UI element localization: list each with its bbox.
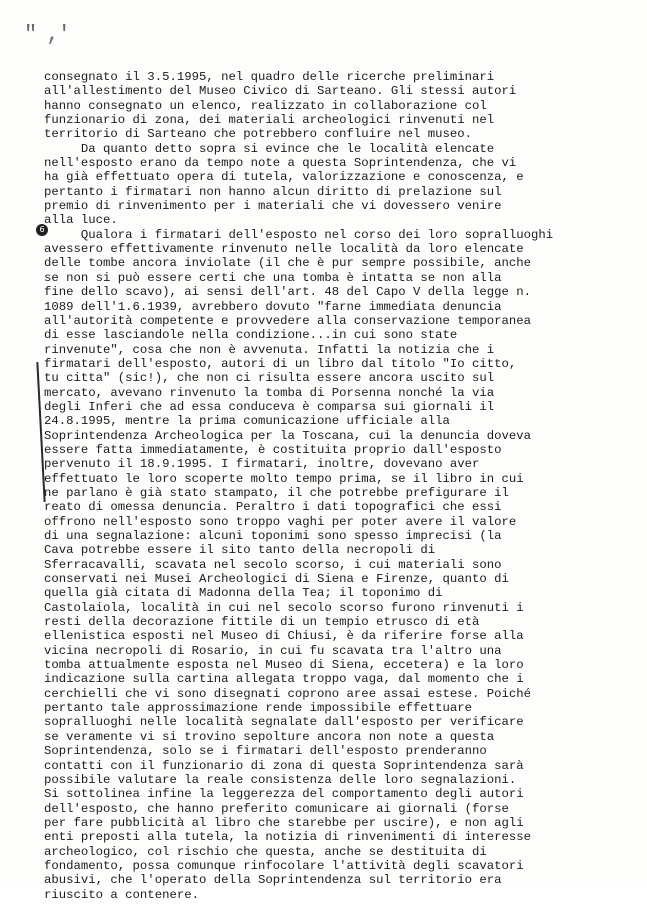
text-line: hanno consegnato un elenco, realizzato in collaborazione col bbox=[44, 98, 487, 113]
text-line: contatti con il funzionario di zona di questa Soprintendenza sarà bbox=[44, 758, 524, 773]
text-line: premio di rinvenimento per i materiali che vi dovessero venire bbox=[44, 199, 502, 214]
margin-circled-number: 6 bbox=[36, 224, 48, 236]
text-line: tu citta" (sic!), che non ci risulta essere ancora uscito sul bbox=[44, 371, 495, 386]
text-line: degli Inferi che ad essa conduceva è comparsa sui giornali il bbox=[44, 399, 495, 414]
text-line: nell'esposto erano da tempo note a questa Soprintendenza, che vi bbox=[44, 156, 517, 171]
text-line: ellenistica esposti nel Museo di Chiusi, è da riferire forse alla bbox=[44, 629, 524, 644]
text-line: archeologico, col rischio che questa, anche se destituita di bbox=[44, 844, 487, 859]
text-line: possibile valutare la reale consistenza delle loro segnalazioni. bbox=[44, 772, 517, 787]
text-line: cerchielli che vi sono disegnati coprono aree assai estese. Poiché bbox=[44, 686, 532, 701]
text-line: Sferracavalli, scavata nel secolo scorso, i cui materiali sono bbox=[44, 557, 502, 572]
text-line: Si sottolinea infine la leggerezza del comportamento degli autori bbox=[44, 787, 524, 802]
text-line: pervenuto il 18.9.1995. I firmatari, inoltre, dovevano aver bbox=[44, 457, 480, 472]
typewritten-body bbox=[44, 70, 634, 916]
text-line: effettuato le loro scoperte molto tempo prima, se il libro in cui bbox=[44, 471, 524, 486]
text-line: reato di omessa denuncia. Peraltro i dati topografici che essi bbox=[44, 500, 502, 515]
text-line: territorio di Sarteano che potrebbero confluire nel museo. bbox=[44, 127, 473, 142]
text-line: per fare pubblicità al libro che starebbe per uscire), e non agli bbox=[44, 815, 524, 830]
text-line: vicina necropoli di Rosario, in cui fu scavata tra l'altro una bbox=[44, 643, 502, 658]
text-line: dell'esposto, che hanno preferito comunicare ai giornali (forse bbox=[44, 801, 509, 816]
text-line bbox=[44, 902, 634, 916]
corner-pen-mark: " ,' bbox=[24, 22, 69, 47]
text-line: rinvenute", cosa che non è avvenuta. Infatti la notizia che i bbox=[44, 342, 495, 357]
text-line: funzionario di zona, dei materiali archeologici rinvenuti nel bbox=[44, 113, 495, 128]
text-line: se non si può essere certi che una tomba è intatta se non alla bbox=[44, 270, 502, 285]
text-line: Castolaiola, località in cui nel secolo scorso furono rinvenuti i bbox=[44, 600, 524, 615]
text-line: 1089 dell'1.6.1939, avrebbero dovuto "farne immediata denuncia bbox=[44, 299, 502, 314]
text-line: se veramente vi si trovino sepolture ancora non note a questa bbox=[44, 729, 495, 744]
text-line: ne parlano è già stato stampato, il che potrebbe prefigurare il bbox=[44, 485, 509, 500]
text-line: quella già citata di Madonna della Tea; il toponimo di bbox=[44, 586, 443, 601]
text-line: di una segnalazione: alcuni toponimi sono spesso imprecisi (la bbox=[44, 529, 502, 543]
text-line: mercato, avevano rinvenuto la tomba di Porsenna nonché la via bbox=[44, 385, 495, 400]
text-line: alla luce. bbox=[44, 213, 118, 228]
text-line: consegnato il 3.5.1995, nel quadro delle ricerche preliminari bbox=[44, 70, 495, 84]
text-line: pertanto i firmatari non hanno alcun diritto di prelazione sul bbox=[44, 184, 502, 199]
text-line: firmatari dell'esposto, autori di un libro dal titolo "Io citto, bbox=[44, 356, 517, 371]
text-line: avessero effettivamente rinvenuto nelle località da loro elencate bbox=[44, 242, 524, 257]
text-line: Qualora i firmatari dell'esposto nel corso dei loro sopralluoghi bbox=[44, 227, 554, 242]
text-line: 24.8.1995, mentre la prima comunicazione ufficiale alla bbox=[44, 414, 450, 429]
text-line: Soprintendenza Archeologica per la Toscana, cui la denuncia doveva bbox=[44, 428, 532, 443]
text-line: pertanto tale approssimazione rende impossibile effettuare bbox=[44, 701, 473, 716]
text-line: fondamento, possa comunque rinfocolare l'attività degli scavatori bbox=[44, 858, 524, 873]
text-line: sopralluoghi nelle località segnalate dall'esposto per verificare bbox=[44, 715, 524, 730]
text-line: di esse lasciandole nella condizione...in cui sono state bbox=[44, 328, 458, 343]
text-line: fine dello scavo), ai sensi dell'art. 48 del Capo V della legge n. bbox=[44, 285, 532, 300]
text-line: conservati nei Musei Archeologici di Siena e Firenze, quanto di bbox=[44, 572, 509, 587]
text-line: ha già effettuato opera di tutela, valorizzazione e conoscenza, e bbox=[44, 170, 524, 185]
text-line: essere fatta immediatamente, è costituita proprio dall'esposto bbox=[44, 442, 502, 457]
text-line: delle tombe ancora inviolate (il che è pur sempre possibile, anche bbox=[44, 256, 532, 271]
text-line: enti preposti alla tutela, la notizia di rinvenimenti di interesse bbox=[44, 830, 532, 845]
text-line: Soprintendenza, solo se i firmatari dell'esposto prenderanno bbox=[44, 744, 487, 759]
text-line: abusivi, che l'operato della Soprintendenza sul territorio era bbox=[44, 873, 502, 888]
text-line: Da quanto detto sopra si evince che le località elencate bbox=[44, 141, 495, 156]
text-line: resti della decorazione fittile di un tempio etrusco di età bbox=[44, 615, 480, 630]
text-line: tomba attualmente esposta nel Museo di Siena, eccetera) e la loro bbox=[44, 658, 524, 673]
text-line: riuscito a contenere. bbox=[44, 887, 199, 902]
text-line: all'autorità competente e provvedere alla conservazione temporanea bbox=[44, 313, 532, 328]
text-line: all'allestimento del Museo Civico di Sarteano. Gli stessi autori bbox=[44, 84, 517, 99]
text-line: offrono nell'esposto sono troppo vaghi per poter avere il valore bbox=[44, 514, 517, 529]
text-line: indicazione sulla cartina allegata troppo vaga, dal momento che i bbox=[44, 672, 524, 687]
text-line: Cava potrebbe essere il sito tanto della necropoli di bbox=[44, 543, 436, 558]
